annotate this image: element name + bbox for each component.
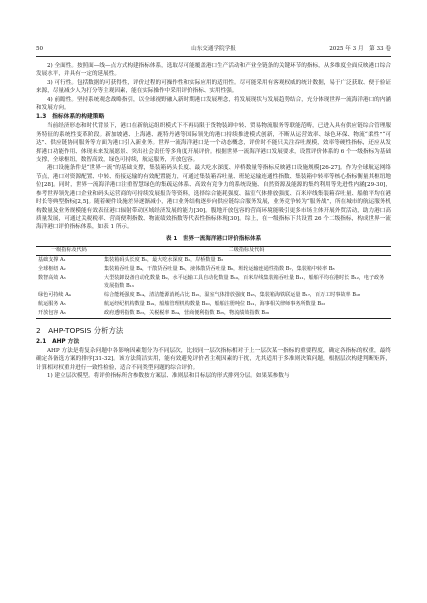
table-cell: 开放包容 A₆	[36, 309, 102, 319]
page-body	[36, 62, 391, 380]
table-cell: 绿色可持续 A₄	[38, 291, 71, 298]
table-row	[36, 265, 391, 274]
column-header: 二级指标及代码	[102, 246, 391, 256]
table-header-row	[36, 246, 391, 256]
subsection-heading	[36, 338, 391, 347]
journal-title: 山东交通学院学报	[191, 46, 236, 52]
table-caption: 表 1 世界一流海洋港口评价指标体系	[165, 235, 262, 242]
body-paragraph: 4) 前瞻性。坚持系统观念战略指引，以全球视野融入新时期港口发展理念，将发展现状与发展趋势结合，充分体现世界一流海洋港口的内涵和发展方向。	[36, 96, 391, 112]
table-row	[36, 256, 391, 266]
table-row	[36, 309, 391, 319]
section-title: 指标体系的构建策略	[52, 114, 105, 121]
issue-info: 2025 年 3 月 第 33 卷	[329, 46, 391, 52]
table-cell: 集装箱码头长度 B₁，最大吃水深度 B₂，岸桥数量 B₃	[104, 257, 223, 264]
header-rule	[36, 56, 391, 57]
body-paragraph: 港口设施条件是“世界一流”的基础支撑，集装箱码头长度、最大吃水深度、岸桥数量等指标反映港口设施规模[26-27]。作为全球航运网络节点，港口对资源配置、中转、衔接运输的有效配置能力，可通过集装箱吞吐量、班轮运输连通性指数、集装箱中转率等核心指标衡量其枢纽地位[28]。同时，世界一流海洋港口注重智慧绿色的集疏运体系、高效有竞争力的系统设施、自然资源及能源的集约利用等先进性内涵[29-30]，参考世界领先港口企业和码头运营商的可持续发展报告等资料，选择综合能耗强度、温室气体排放强度、百米岸线集装箱吞吐量、船舶平均在港时长等典型指标[2,5]。随着硬件设施差异逐渐减小，港口业务结构逐步向供应链综合服务发展，业务竞争转为“服务战”，所在城市的航运服务机构数量及业务规模能有效表征港口辐射带动区域经济发展的能力[30]。腹地开放包容的营商环境能吸引更多市场主体开展外贸活动，助力港口高质量发展，可通过关税税率、营商便利指数、物流绩效指数等代表性指标体现[30]。综上，在一级指标下共设置 26 个二级指标，构成世界一流海洋港口评价指标体系，如表 1 所示。	[36, 165, 391, 231]
table-cell: 数智高效 A₃	[38, 275, 66, 282]
table-cell: 集装箱吞吐量 B₄，干散货吞吐量 B₅，液体散货吞吐量 B₆，班轮运输连通性指数 B₇，集装箱中转率 B₈	[104, 266, 335, 273]
section-heading	[36, 113, 391, 122]
table-row	[36, 274, 391, 290]
table-row	[36, 300, 391, 309]
body-paragraph: 当前经济形态和时代背景下，港口在新航运组织模式下不再局限于货物装卸中转、贸易物流服务等联能范畴，已进入具有供应链综合管理服务特征的系统性变革阶段。新加坡港、上海港、鹿特丹港等国际领先的港口持续推进模式创新，不断从运营效率、绿色环保、物流“柔性”“可达”、供应链协同服务等方面为港口引入新业务。世界一流海洋港口是一个动态概念，评价时不能只关注吞吐规模，效率等硬性指标，还应从发挥港口功能作用、体现未来发展愿景、突出社会责任等多角度开展评价。根据世界一流海洋港口发展要求，设置评价体系的 6 个一级指标为基础支撑，全球枢纽，数智高效，绿色可持续，航运服务，开放包容。	[36, 123, 391, 164]
section-number: 1.3	[36, 114, 47, 121]
page-number: 50	[36, 46, 44, 52]
chapter-title: AHP-TOPSIS 分析方法	[48, 325, 124, 335]
chapter-heading	[36, 325, 391, 337]
body-paragraph: 1) 建立层次模型。将评价指标所含参数按方案层、准则层和目标层的形式排列分层。如果某参数与	[47, 372, 290, 379]
chapter-number: 2	[36, 325, 41, 335]
table-row	[36, 291, 391, 300]
body-paragraph: 3) 可行性。包括数据的可获得性，评价过程的可操作性和实际应用的适用性。尽可能采用有客观权威的统计数据，易于广泛获取、便于验证来源，尽量减少人为打分等主观因素，能在实际操作中采用评价指标、实用性强。	[36, 79, 391, 95]
table-cell: 基础支撑 A₁	[38, 257, 66, 264]
page-header	[36, 44, 391, 54]
body-paragraph: 2) 全面性。按照面—线—点方式构建指标体系，选取尽可能覆盖港口生产活动和产业全链条的关键环节的指标，从多维度全面反映港口综合发展水平，并具有一定的延展性。	[36, 63, 391, 78]
table-cell: 综合能耗强度 B₁₄，清洁能源消耗占比 B₁₅，温室气体排放强度 B₁₆，集装箱海铁联运量 B₁₇，百万工时事故率 B₁₈	[104, 291, 361, 298]
table-cell: 大型装卸设备自动化数量 B₉，水平运输工具自动化数量 B₁₀，百米岸线集装箱吞吐量 B₁₁，船舶平均在港时长 B₁₂，电子政务发展指数 B₁₃	[104, 275, 385, 289]
table-cell: 航运服务 A₅	[38, 300, 66, 307]
body-paragraph: AHP 方法是将复杂问题中各影响因素划分为不同层次，比较同一层次指标相对于上一层次某一指标的重要程度，确定各指标的权重，最终确定各备选方案的排序[31-32]。该方法简洁实用，能有效避免评价者主观因素的干扰，尤其适用于多准则决策问题，根据层次构建判断矩阵，计算相对权重并进行一致性检验，适合不同类型问题的综合评价。	[36, 347, 391, 371]
subsection-number: 2.1	[36, 338, 47, 345]
table-cell: 航运经纪机构数量 B₁₉，船舶管理机构数量 B₂₀，船舶注册吨位 B₂₁，海事相关律师事务所数量 B₂₂	[104, 300, 326, 307]
table-cell: 政府透明指数 B₂₃，关税税率 B₂₄，营商便利指数 B₂₅，物流绩效指数 B₂₆	[102, 309, 391, 319]
column-header: 一级指标及代码	[36, 246, 102, 256]
indicator-table	[36, 246, 391, 319]
table-cell: 全球枢纽 A₂	[38, 266, 66, 273]
subsection-title: AHP 方法	[52, 338, 80, 345]
